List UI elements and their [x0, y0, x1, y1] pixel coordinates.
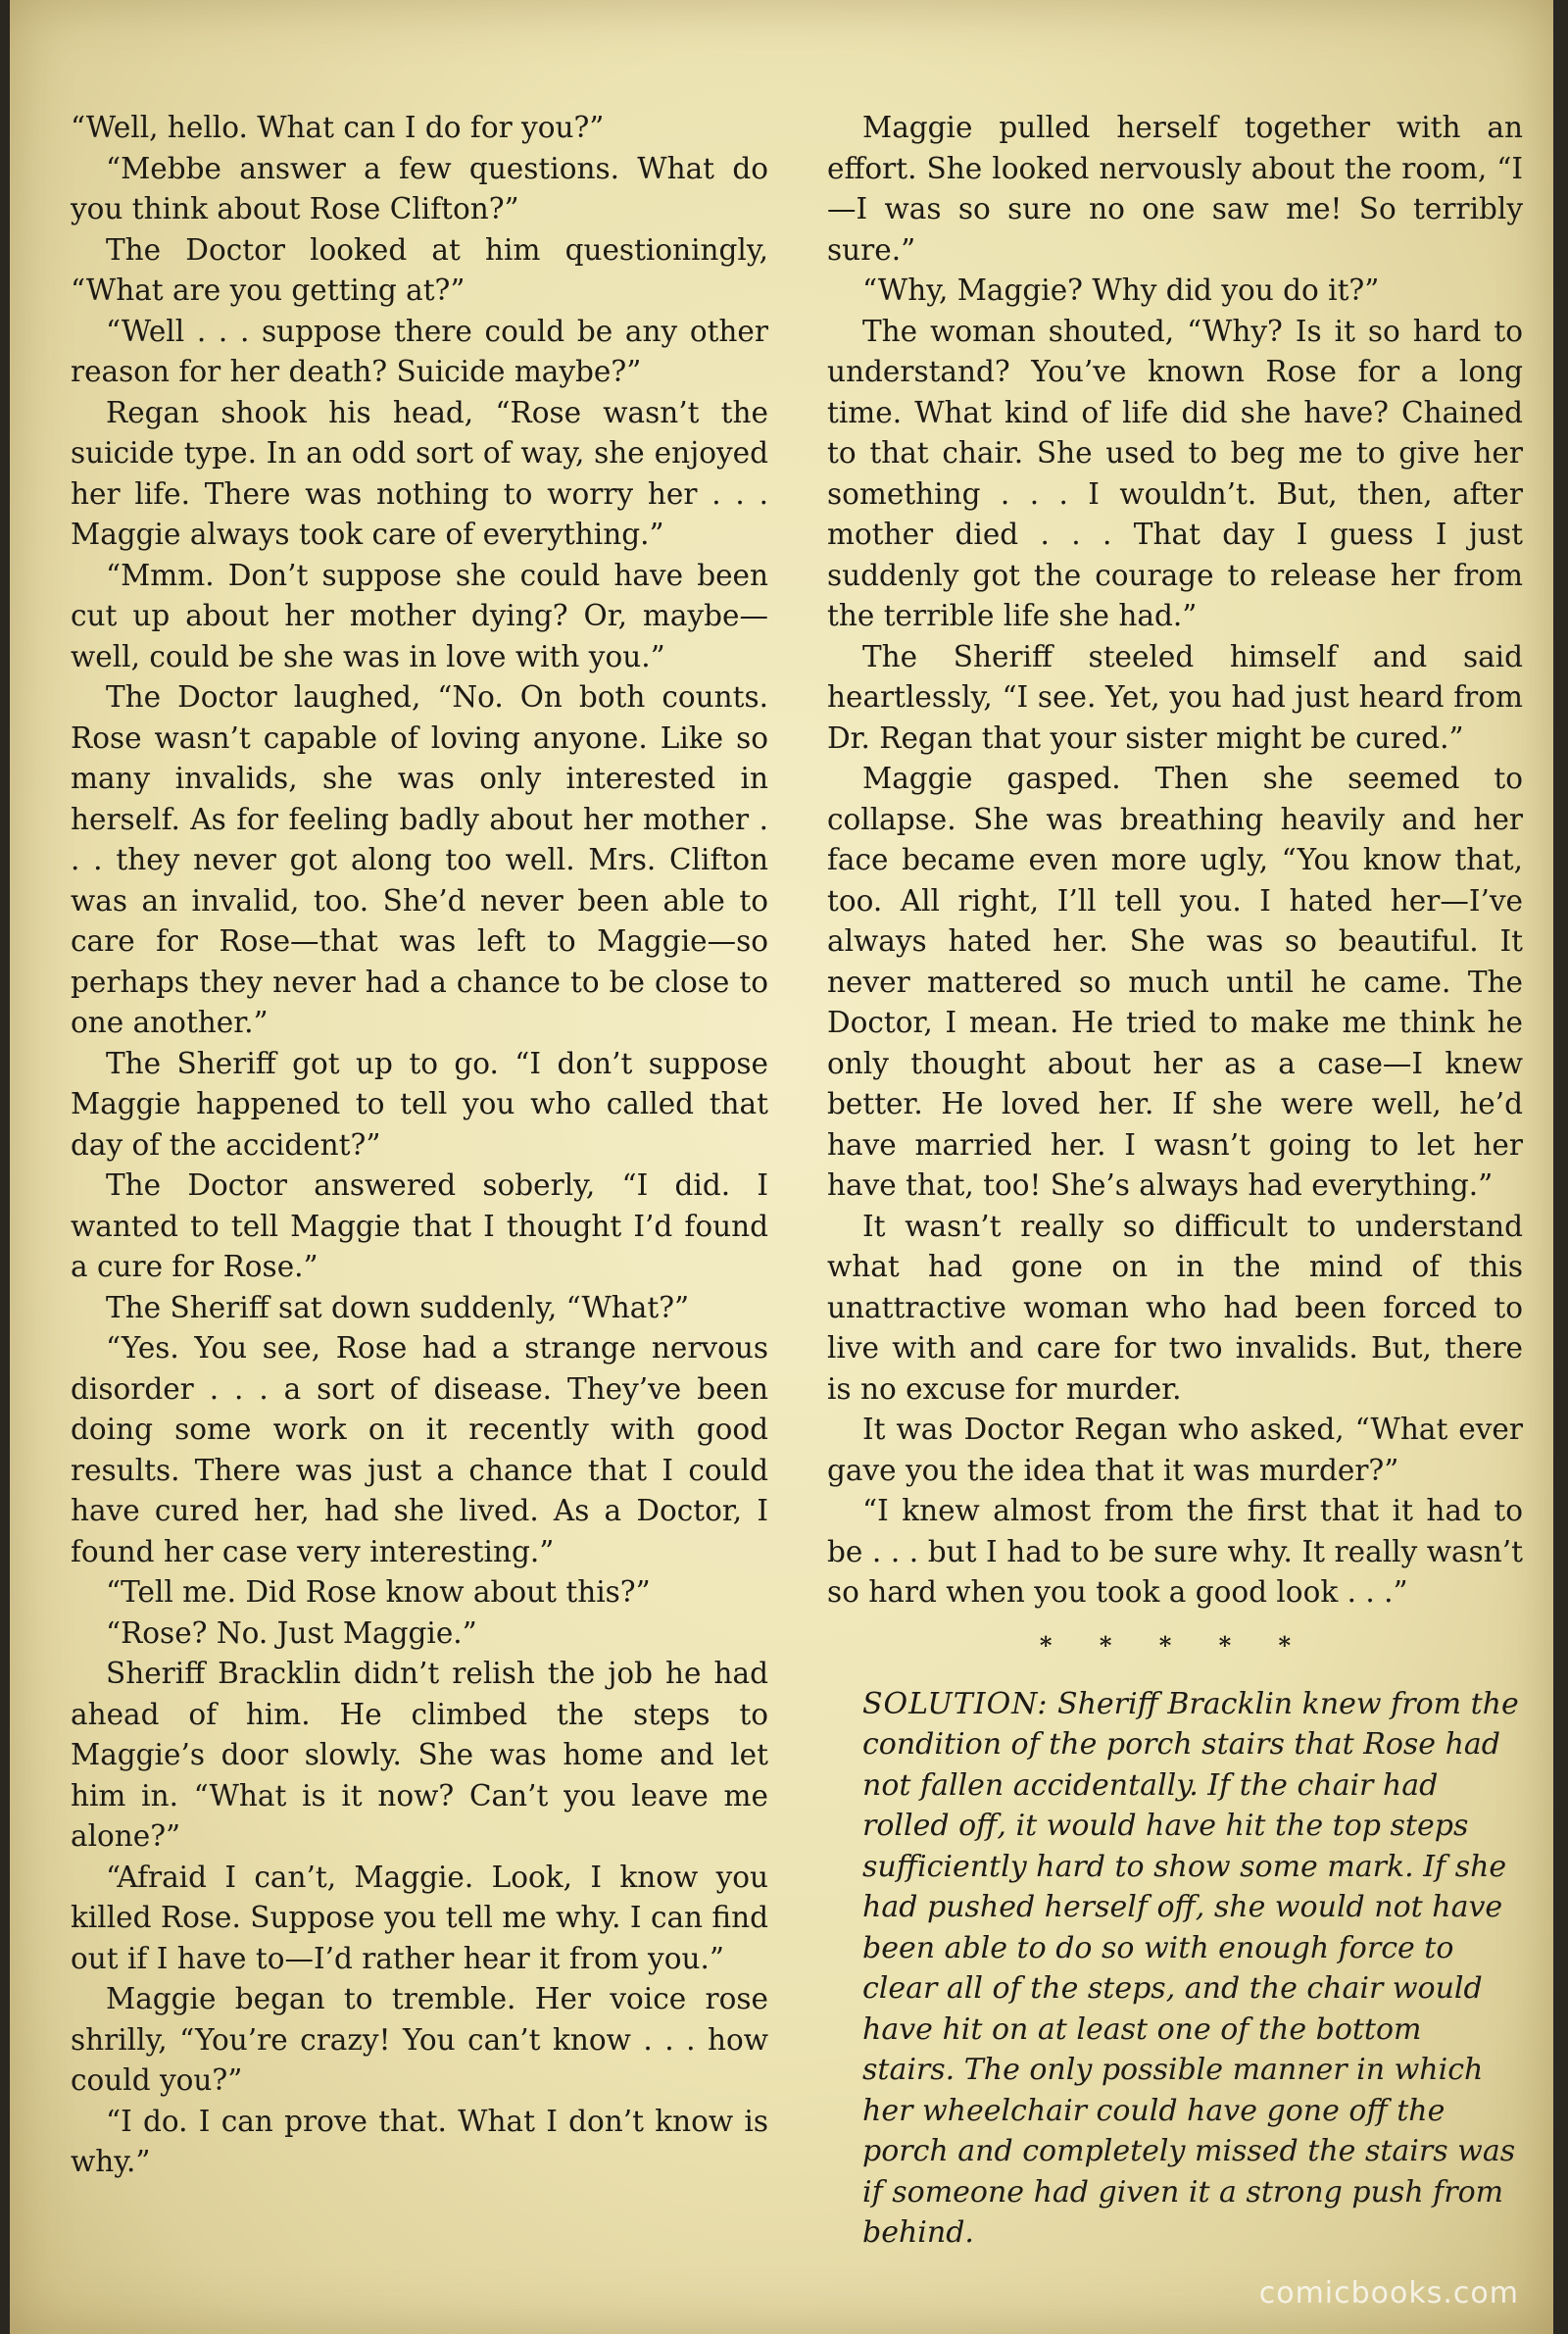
paragraph: “I knew almost from the first that it had to be . . . but I had to be sure why. It really wasn’t so hard when you took a good look . . .” — [827, 1494, 1523, 1609]
paragraph: Regan shook his head, “Rose wasn’t the suicide type. In an odd sort of way, she enjoyed her life. There was nothing to worry her . . . Maggie always took care of everything.” — [71, 395, 768, 551]
paragraph: Maggie began to tremble. Her voice rose shrilly, “You’re crazy! You can’t know . . . how could you?” — [71, 1982, 768, 2097]
solution-text: Sheriff Bracklin knew from the condition of the porch stairs that Rose had not fallen accidentally. If the chair had rolled off, it would have hit the top steps sufficiently hard to show some mark. If she had pushed herself off, she would not have been able to do so with enough force to clear all of the steps, and the chair would have hit on at least one of the bottom stairs. The only possible manner in which her wheelchair could have gone off the porch and completely missed the stairs was if someone had given it a strong push from behind. — [862, 1686, 1519, 2250]
left-text-column — [71, 108, 768, 2183]
paragraph: The Doctor answered soberly, “I did. I wanted to tell Maggie that I thought I’d found a cure for Rose.” — [71, 1168, 768, 1283]
paragraph: It was Doctor Regan who asked, “What ever gave you the idea that it was murder?” — [827, 1413, 1523, 1487]
paragraph: Sheriff Bracklin didn’t relish the job he had ahead of him. He climbed the steps to Maggie’s door slowly. She was home and let him in. “What is it now? Can’t you leave me alone?” — [71, 1657, 768, 1853]
paragraph: Maggie gasped. Then she seemed to collapse. She was breathing heavily and her face became even more ugly, “You know that, too. All right, I’ll tell you. I hated her—I’ve always hated her. She was so beautiful. It never mattered so much until he came. The Doctor, I mean. He tried to make me think he only thought about her as a case—I knew better. He loved her. If she were well, he’d have married her. I wasn’t going to let her have that, too! She’s always had everything.” — [827, 762, 1523, 1202]
paragraph: “Well . . . suppose there could be any other reason for her death? Suicide maybe?” — [71, 314, 768, 388]
section-separator: * * * * * — [1039, 1630, 1311, 1660]
paragraph: Maggie pulled herself together with an effort. She looked nervously about the room, “I—I was so sure no one saw me! So terribly sure.” — [827, 111, 1523, 267]
watermark: comicbooks.com — [1258, 2276, 1519, 2310]
paragraph: The woman shouted, “Why? Is it so hard to understand? You’ve known Rose for a long time. What kind of life did she have? Chained to that chair. She used to beg me to give her something . . . I wouldn’t. But, then, after mother died . . . That day I guess I just suddenly got the courage to release her from the terrible life she had.” — [827, 314, 1523, 632]
solution-block — [827, 1684, 1523, 2254]
paragraph: “Afraid I can’t, Maggie. Look, I know you killed Rose. Suppose you tell me why. I can find out if I have to—I’d rather hear it from you.” — [71, 1860, 768, 1975]
paragraph: “Mebbe answer a few questions. What do you think about Rose Clifton?” — [71, 151, 768, 225]
right-text-column — [827, 108, 1523, 2254]
paragraph: “Rose? No. Just Maggie.” — [106, 1615, 477, 1650]
paragraph: “Well, hello. What can I do for you?” — [71, 111, 605, 144]
paragraph: “Tell me. Did Rose know about this?” — [106, 1575, 651, 1609]
paragraph: “Mmm. Don’t suppose she could have been cut up about her mother dying? Or, maybe—well, could be she was in love with you.” — [71, 558, 768, 673]
paragraph: “Why, Maggie? Why did you do it?” — [862, 273, 1380, 307]
solution-label: SOLUTION: — [862, 1686, 1049, 1721]
paragraph: The Sheriff got up to go. “I don’t suppose Maggie happened to tell you who called that day of the accident?” — [71, 1046, 768, 1162]
paragraph: “I do. I can prove that. What I don’t know is why.” — [71, 2104, 768, 2178]
paragraph: The Doctor laughed, “No. On both counts. Rose wasn’t capable of loving anyone. Like so many invalids, she was only interested in herself. As for feeling badly about her mother . . . they never got along too well. Mrs. Clifton was an invalid, too. She’d never been able to care for Rose—that was left to Maggie—so perhaps they never had a chance to be close to one another.” — [71, 680, 768, 1039]
paragraph: The Sheriff sat down suddenly, “What?” — [106, 1290, 690, 1324]
comic-text-page — [10, 0, 1553, 2334]
paragraph: The Doctor looked at him questioningly, “What are you getting at?” — [71, 232, 768, 307]
paragraph: The Sheriff steeled himself and said heartlessly, “I see. Yet, you had just heard from Dr. Regan that your sister might be cured.” — [827, 639, 1523, 755]
paragraph: It wasn’t really so difficult to understand what had gone on in the mind of this unattractive woman who had been forced to live with and care for two invalids. But, there is no excuse for murder. — [827, 1209, 1523, 1406]
paragraph: “Yes. You see, Rose had a strange nervous disorder . . . a sort of disease. They’ve been doing some work on it recently with good results. There was just a chance that I could have cured her, had she lived. As a Doctor, I found her case very interesting.” — [71, 1331, 768, 1568]
